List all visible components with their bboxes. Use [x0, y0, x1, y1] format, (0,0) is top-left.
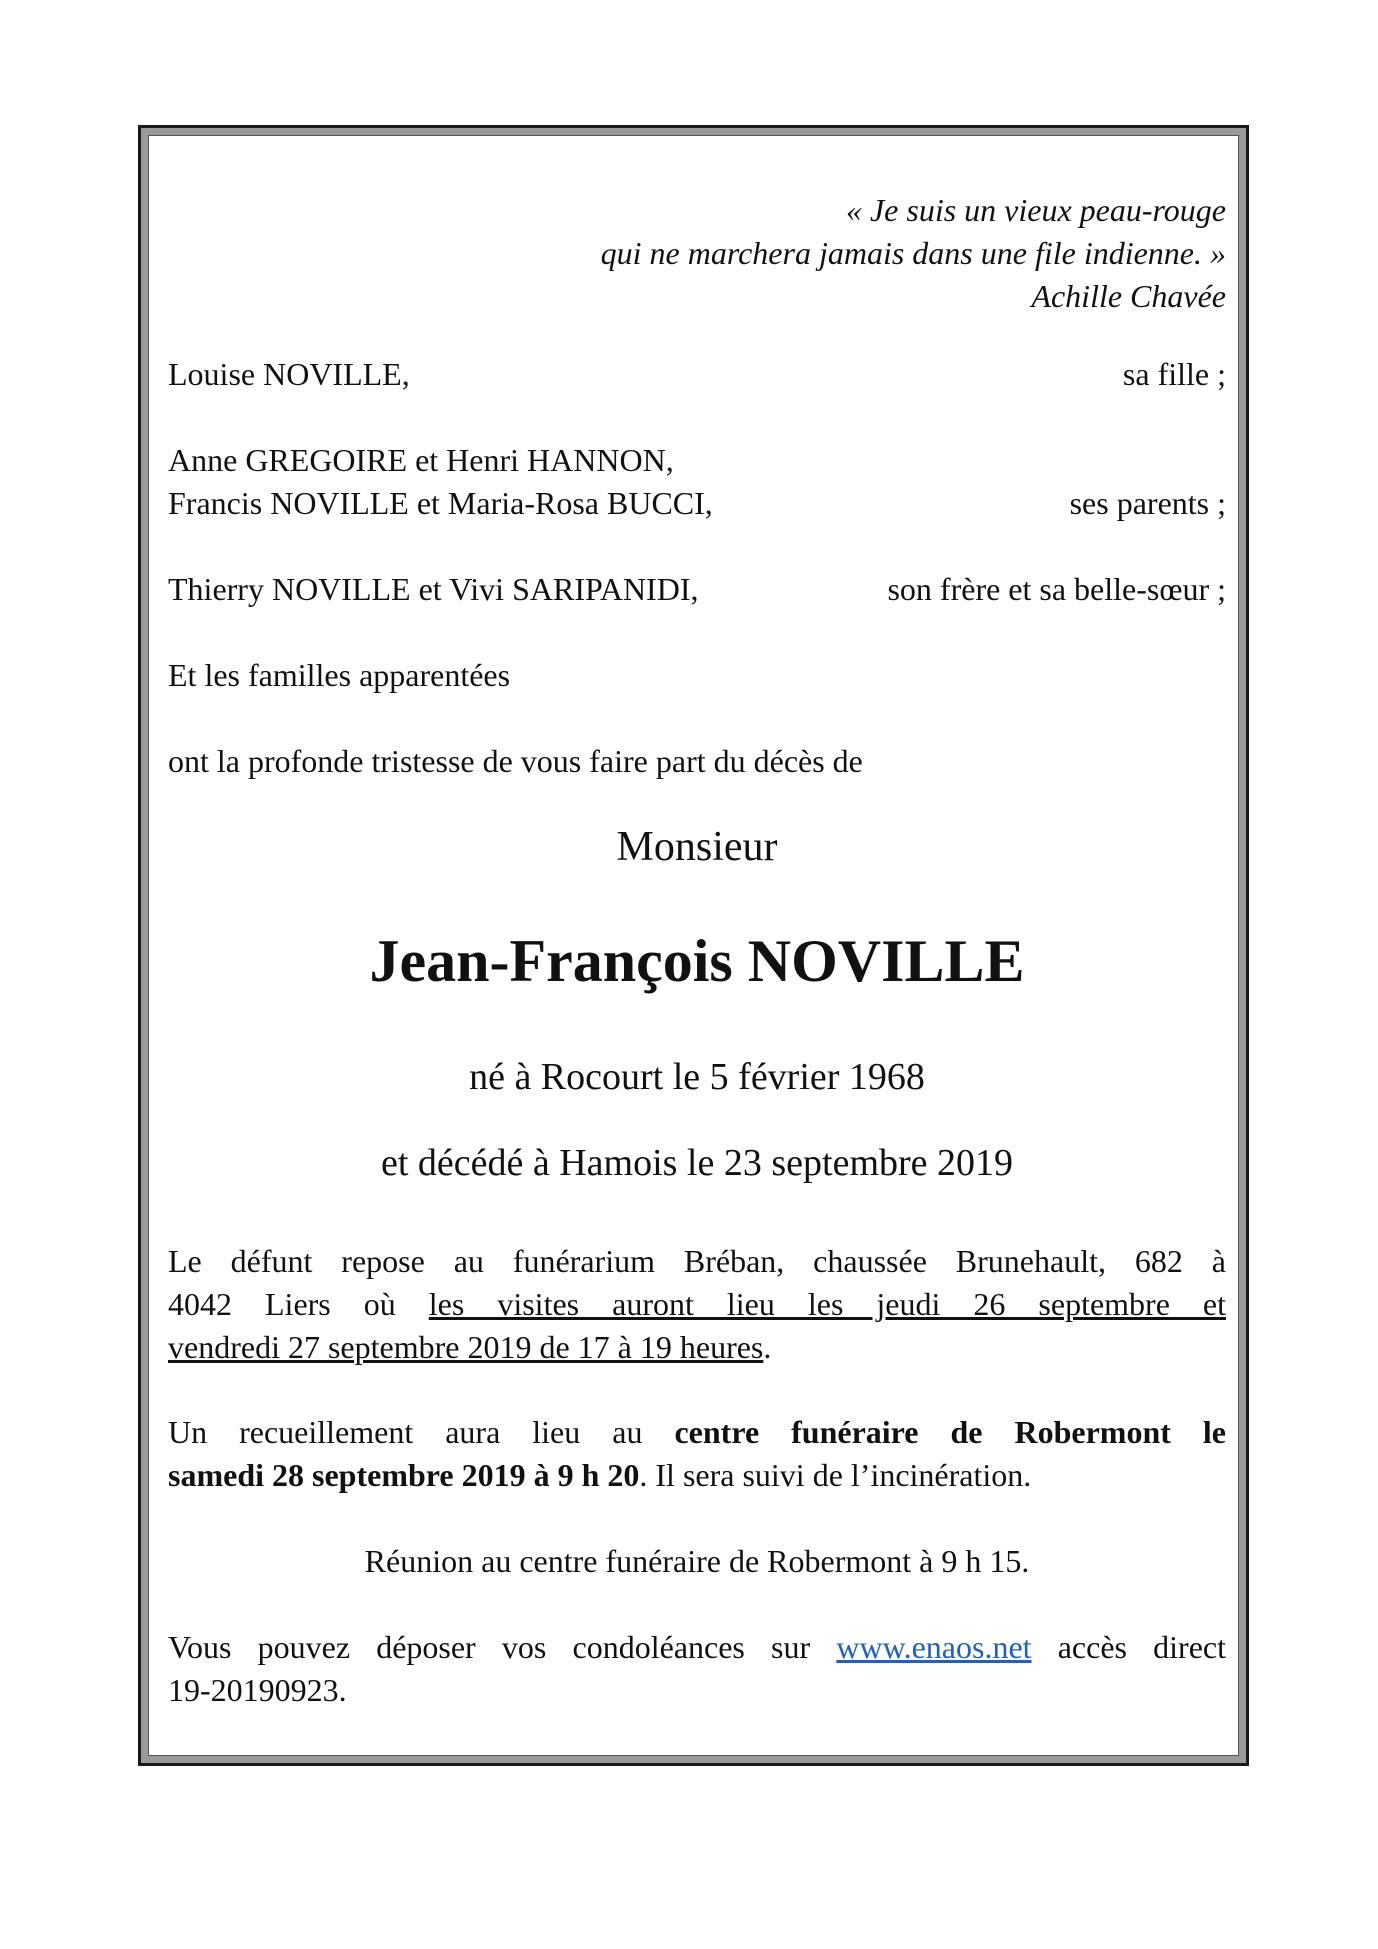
visitation-dates-2: vendredi 27 septembre 2019 de 17 à 19 heures — [168, 1329, 764, 1365]
family-relation: sa fille ; — [1122, 356, 1226, 392]
family-row-parents-2 — [168, 482, 1226, 525]
condolences-suffix: accès direct — [1031, 1629, 1227, 1665]
family-row-daughter — [168, 353, 1226, 396]
family-relation: ses parents ; — [1069, 485, 1226, 521]
deceased-title: Monsieur — [616, 824, 778, 870]
epigraph-line-2: qui ne marchera jamais dans une file indienne. » — [600, 235, 1226, 271]
ceremony-line-2 — [168, 1454, 1226, 1497]
epigraph — [168, 189, 1226, 318]
ceremony-paragraph — [168, 1411, 1226, 1497]
epigraph-author: Achille Chavée — [1031, 278, 1226, 314]
notice-panel — [148, 135, 1239, 1756]
epigraph-line-1: « Je suis un vieux peau-rouge — [845, 192, 1226, 228]
family-relation: son frère et sa belle-sœur ; — [887, 571, 1226, 607]
announcement-line: ont la profonde tristesse de vous faire part du décès de — [168, 743, 863, 779]
condolences-paragraph — [168, 1626, 1226, 1712]
ceremony-line-1 — [168, 1411, 1226, 1454]
visitation-paragraph — [168, 1240, 1226, 1369]
ceremony-prefix: Un recueillement aura lieu au — [168, 1414, 675, 1450]
visitation-line-1: Le défunt repose au funérarium Bréban, chaussée Brunehault, 682 à — [168, 1243, 1226, 1279]
meeting-line: Réunion au centre funéraire de Robermont à 9 h 15. — [364, 1543, 1030, 1579]
death-line: et décédé à Hamois le 23 septembre 2019 — [380, 1142, 1014, 1184]
family-names: Francis NOVILLE et Maria-Rosa BUCCI, — [168, 485, 713, 521]
visitation-line-3 — [168, 1326, 1226, 1369]
ceremony-date: samedi 28 septembre 2019 à 9 h 20 — [168, 1457, 640, 1493]
family-names: Louise NOVILLE, — [168, 356, 410, 392]
families-line: Et les familles apparentées — [168, 657, 511, 693]
visitation-suffix: . — [763, 1329, 772, 1365]
notice-frame — [138, 125, 1249, 1766]
condolences-prefix: Vous pouvez déposer vos condoléances sur — [168, 1629, 837, 1665]
family-names: Thierry NOVILLE et Vivi SARIPANIDI, — [168, 571, 699, 607]
deceased-name: Jean-François NOVILLE — [369, 928, 1025, 994]
ceremony-place: centre funéraire de Robermont le — [674, 1414, 1227, 1450]
visitation-prefix: 4042 Liers où — [168, 1286, 429, 1322]
condolences-line-2: 19-20190923. — [168, 1672, 347, 1708]
condolences-line-1 — [168, 1626, 1226, 1669]
birth-line: né à Rocourt le 5 février 1968 — [469, 1056, 925, 1098]
ceremony-suffix: . Il sera suivi de l’incinération. — [639, 1457, 1032, 1493]
visitation-dates-1: les visites auront lieu les jeudi 26 septembre et — [428, 1286, 1227, 1322]
condolences-link[interactable]: www.enaos.net — [836, 1629, 1032, 1665]
family-row-parents-1 — [168, 439, 1226, 482]
family-row-sibling — [168, 568, 1226, 611]
visitation-line-2 — [168, 1283, 1226, 1326]
family-names: Anne GREGOIRE et Henri HANNON, — [168, 442, 674, 478]
